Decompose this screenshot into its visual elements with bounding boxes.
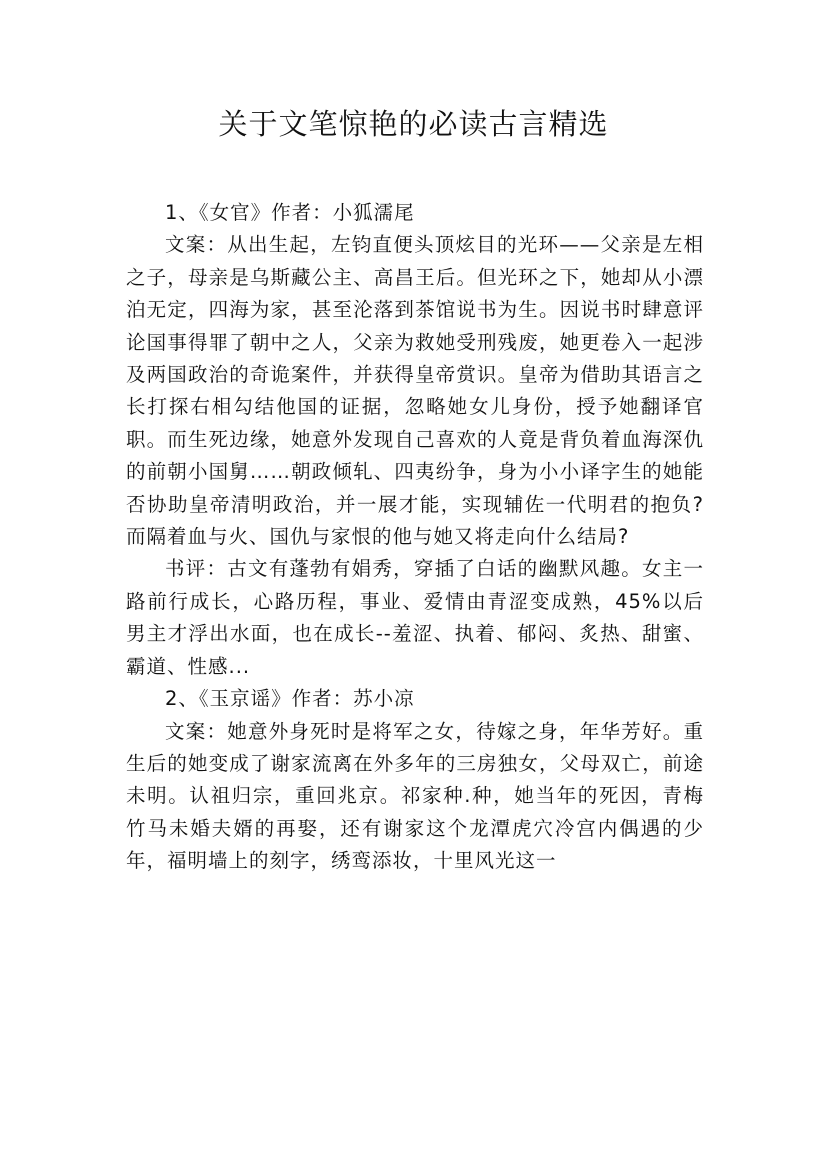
book-1-heading: 1、《女官》作者：小狐濡尾 xyxy=(165,201,415,224)
document-title: 关于文笔惊艳的必读古言精选 xyxy=(218,107,609,141)
book-2-synopsis: 文案：她意外身死时是将军之女，待嫁之身，年华芳好。重生后的她变成了谢家流离在外多年的三房独女，父母双亡，前途未明。认祖归宗，重回兆京。祁家种.种，她当年的死因，青梅竹马未婚夫婿的再娶，还有谢家这个龙潭虎穴冷宫内偶遇的少年，福明墙上的刻字，绣鸾添妆，十里风光这一 xyxy=(126,719,704,873)
book-2-heading: 2、《玉京谣》作者：苏小凉 xyxy=(165,687,415,711)
book-1-synopsis: 文案：从出生起，左钧直便头顶炫目的光环——父亲是左相之子，母亲是乌斯藏公主、高昌王后。但光环之下，她却从小漂泊无定，四海为家，甚至沦落到茶馆说书为生。因说书时肆意评论国事得罪了朝中之人，父亲为救她受刑残废，她更卷入一起涉及两国政治的奇诡案件，并获得皇帝赏识。皇帝为借助其语言之长打探右相勾结他国的证据，忽略她女儿身份，授予她翻译官职。而生死边缘，她意外发现自己喜欢的人竟是背负着血海深仇的前朝小国舅……朝政倾轧、四夷纷争，身为小小译字生的她能否协助皇帝清明政治，并一展才能，实现辅佐一代明君的抱负?而隔着血与火、国仇与家恨的他与她又将走向什么结局? xyxy=(126,233,704,549)
document-body xyxy=(126,197,704,878)
book-1-review: 书评：古文有蓬勃有娟秀，穿插了白话的幽默风趣。女主一路前行成长，心路历程，事业、爱情由青涩变成熟，45%以后男主才浮出水面，也在成长--羞涩、执着、郁闷、炙热、甜蜜、霸道、性感... xyxy=(126,557,704,678)
